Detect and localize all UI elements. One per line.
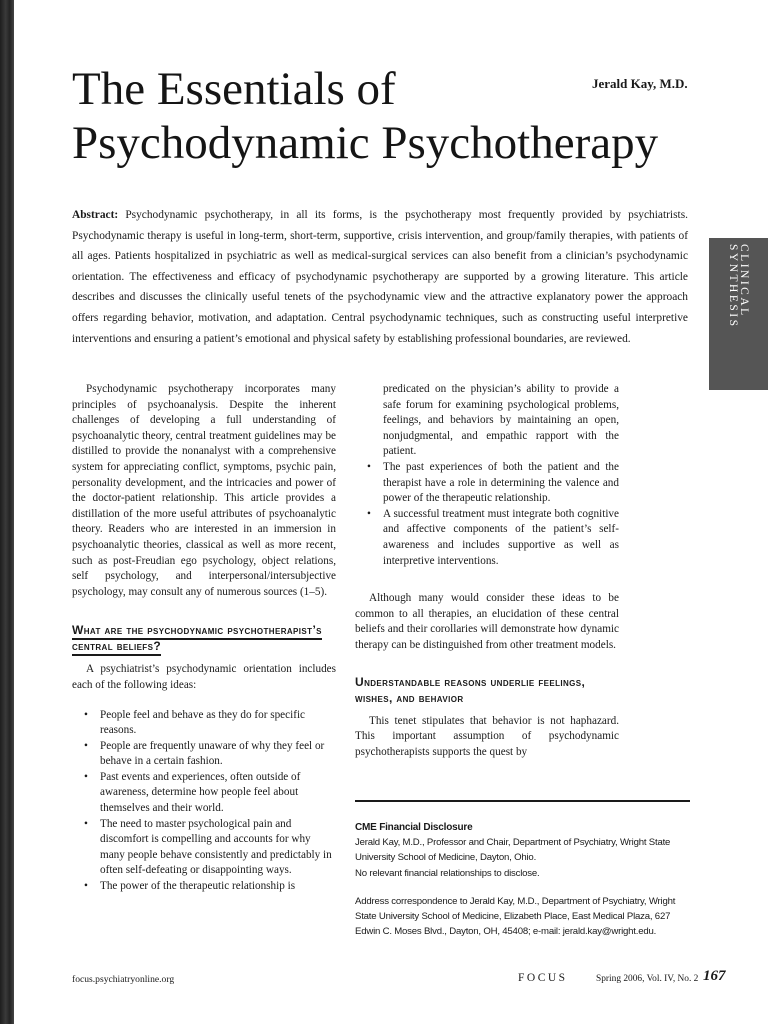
list-item: • A successful treatment must integrate both cognitive and affective components of the patient’s self-awareness and includes supportive as well as interpretive interventions.	[355, 507, 619, 569]
footnote-divider	[355, 800, 690, 802]
list-item: • People feel and behave as they do for specific reasons.	[72, 708, 336, 739]
ideas-paragraph: Although many would consider these ideas to be common to all therapies, an elucidation of these central beliefs and their corollaries will demonstrate how dynamic therapy can be distinguished from other treatment models.	[355, 592, 619, 651]
list-item-continuation: predicated on the physician’s ability to provide a safe forum for examining psychological problems, feelings, and behaviors by maintaining an open, nonjudgmental, and empathic rapport with the patient.	[383, 383, 619, 458]
beliefs-list	[72, 708, 336, 895]
article-title	[72, 62, 672, 170]
left-column	[72, 382, 336, 895]
abstract-text: Psychodynamic psychotherapy, in all its forms, is the psychotherapy most frequently provided by psychiatrists. Psychodynamic therapy is useful in long-term, short-term, supportive, crisis intervention, and group/family therapies, with patients of all ages. Patients hospitalized in psychiatric as well as medical-surgical services can also benefit from a clinician’s psychodynamic orientation. The effectiveness and efficacy of psychodynamic psychotherapy are supported by a growing literature. This article describes and discusses the clinically useful tenets of the psychodynamic view and the attractive explanatory power the approach offers regarding behavior, motivation, and adaptation. Central psychodynamic techniques, such as constructing useful interpretive interventions and ensuring a patient’s emotional and physical safety by establishing professional boundaries, are reviewed.	[72, 209, 688, 345]
beliefs-list-continued	[355, 382, 619, 569]
list-item: • The need to master psychological pain and discomfort is compelling and accounts for why many people behave consistently and predictably in often self-defeating or disappointing ways.	[72, 817, 336, 879]
right-column	[355, 382, 619, 760]
page-edge-shadow	[0, 0, 14, 1024]
list-item: • Past events and experiences, often outside of awareness, determine how people feel about themselves and their world.	[72, 770, 336, 817]
intro-paragraph: Psychodynamic psychotherapy incorporates many principles of psychoanalysis. Despite the inherent challenges of developing a full understanding of psychoanalytic theory, central treatment guidelines may be distilled to provide the nonanalyst with a comprehensive system for appreciating conflict, symptoms, psychic pain, personality development, and the intricacies and power of the doctor-patient relationship. This article provides a distillation of the more useful attributes of psychoanalytic theory. Readers who are interested in an immersion in psychoanalytic theories, classical as well as more recent, such as post-Freudian ego psychology, object relations, self psychology, and interpersonal/intersubjective psychology, may consult any of numerous sources (1–5).	[72, 383, 336, 598]
section-heading-understandable-reasons: Understandable reasons underlie feelings, wishes, and behavior	[355, 674, 586, 705]
list-item: • People are frequently unaware of why they feel or behave in a certain fashion.	[72, 739, 336, 770]
financial-disclosure	[355, 820, 690, 939]
abstract-label: Abstract:	[72, 209, 119, 221]
section-tab	[709, 238, 768, 390]
footer-journal-name: FOCUS	[518, 972, 568, 984]
disclosure-statement: No relevant financial relationships to disclose.	[355, 867, 540, 879]
tenet-paragraph: This tenet stipulates that behavior is not haphazard. This important assumption of psychodynamic psychotherapists supports the quest by	[355, 714, 619, 758]
beliefs-lead-paragraph: A psychiatrist’s psychodynamic orientation includes each of the following ideas:	[72, 663, 336, 691]
article-title-line-1: The Essentials of	[72, 63, 396, 115]
disclosure-title: CME Financial Disclosure	[355, 822, 473, 833]
footer-url: focus.psychiatryonline.org	[72, 974, 175, 985]
article-title-line-2: Psychodynamic Psychotherapy	[72, 117, 659, 169]
footer-issue: Spring 2006, Vol. IV, No. 2	[596, 974, 699, 984]
author-name: Jerald Kay, M.D.	[592, 76, 688, 91]
correspondence-address: Address correspondence to Jerald Kay, M.D., Department of Psychiatry, Wright State University School of Medicine, Elizabeth Place, East Medical Plaza, 627 Edwin C. Moses Blvd., Dayton, OH, 45408; e-mail: jerald.kay@wright.edu.	[355, 895, 676, 938]
section-heading-central-beliefs: What are the psychodynamic psychotherapist’s central beliefs?	[72, 622, 336, 654]
abstract	[72, 205, 688, 349]
list-item: • The past experiences of both the patient and the therapist have a role in determining the valence and power of the therapeutic relationship.	[355, 460, 619, 507]
section-tab-label: CLINICAL SYNTHESIS	[727, 244, 750, 329]
disclosure-affiliation: Jerald Kay, M.D., Professor and Chair, Department of Psychiatry, Wright State University School of Medicine, Dayton, Ohio.	[355, 837, 671, 864]
page-number: 167	[703, 968, 726, 984]
list-item: • The power of the therapeutic relationship is	[72, 879, 336, 895]
